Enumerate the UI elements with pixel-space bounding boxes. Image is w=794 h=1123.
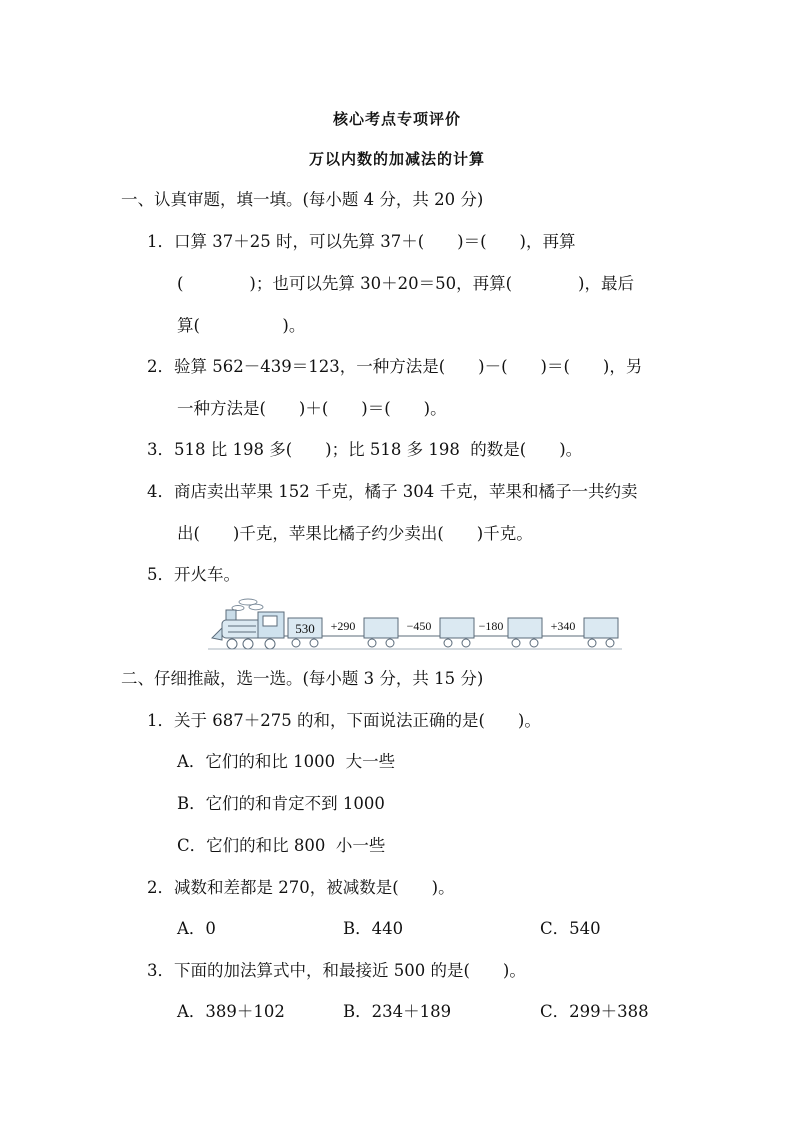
train-car-5 — [584, 618, 618, 647]
train-op-3: −180 — [478, 619, 504, 633]
train-start-value: 530 — [295, 621, 315, 636]
smoke-icon — [232, 599, 263, 611]
s1-q2-line1: 2．验算 562－439＝123，一种方法是( )－( )＝( )，另 — [147, 357, 643, 376]
s1-q1-line1: 1．口算 37＋25 时，可以先算 37＋( )＝( )，再算 — [147, 232, 576, 251]
s1-q4-line2: 出( )千克，苹果比橘子约少卖出( )千克。 — [177, 524, 533, 543]
page-subtitle: 万以内数的加减法的计算 — [308, 150, 485, 168]
s1-q1-line2: ( )；也可以先算 30＋20＝50，再算( )，最后 — [177, 274, 634, 293]
s2-q2-option-c: C．540 — [540, 919, 601, 938]
s1-q3-line1: 3．518 比 198 多( )；比 518 多 198 的数是( )。 — [147, 440, 583, 459]
locomotive-icon — [212, 610, 284, 649]
s2-q3-stem: 3．下面的加法算式中，和最接近 500 的是( )。 — [147, 961, 526, 980]
s2-q3-option-b: B．234＋189 — [343, 1002, 452, 1021]
train-illustration — [208, 598, 622, 652]
s2-q1-stem: 1．关于 687＋275 的和，下面说法正确的是( )。 — [147, 711, 541, 730]
s2-q2-option-b: B．440 — [343, 919, 404, 938]
s2-q1-option-c: C．它们的和比 800 小一些 — [177, 836, 386, 855]
s1-q4-line1: 4．商店卖出苹果 152 千克，橘子 304 千克，苹果和橘子一共约卖 — [147, 482, 638, 501]
s2-q1-option-a: A．它们的和比 1000 大一些 — [177, 752, 396, 771]
page-title: 核心考点专项评价 — [332, 110, 461, 128]
s2-q1-option-b: B．它们的和肯定不到 1000 — [177, 794, 385, 813]
s2-q2-option-a: A．0 — [177, 919, 216, 938]
train-op-1: +290 — [330, 619, 356, 633]
s2-q2-stem: 2．减数和差都是 270，被减数是( )。 — [147, 878, 455, 897]
section1-heading: 一、认真审题，填一填。(每小题 4 分，共 20 分) — [121, 190, 484, 209]
train-car-4 — [508, 618, 542, 647]
train-car-3 — [440, 618, 474, 647]
train-op-4: +340 — [550, 619, 576, 633]
s1-q2-line2: 一种方法是( )＋( )＝( )。 — [177, 399, 447, 418]
train-car-2 — [364, 618, 398, 647]
s2-q3-option-a: A．389＋102 — [177, 1002, 285, 1021]
s1-q1-line3: 算( )。 — [177, 316, 306, 335]
section2-heading: 二、仔细推敲，选一选。(每小题 3 分，共 15 分) — [121, 669, 484, 688]
s1-q5-line1: 5．开火车。 — [147, 565, 240, 584]
train-op-2: −450 — [406, 619, 432, 633]
s2-q3-option-c: C．299＋388 — [540, 1002, 649, 1021]
